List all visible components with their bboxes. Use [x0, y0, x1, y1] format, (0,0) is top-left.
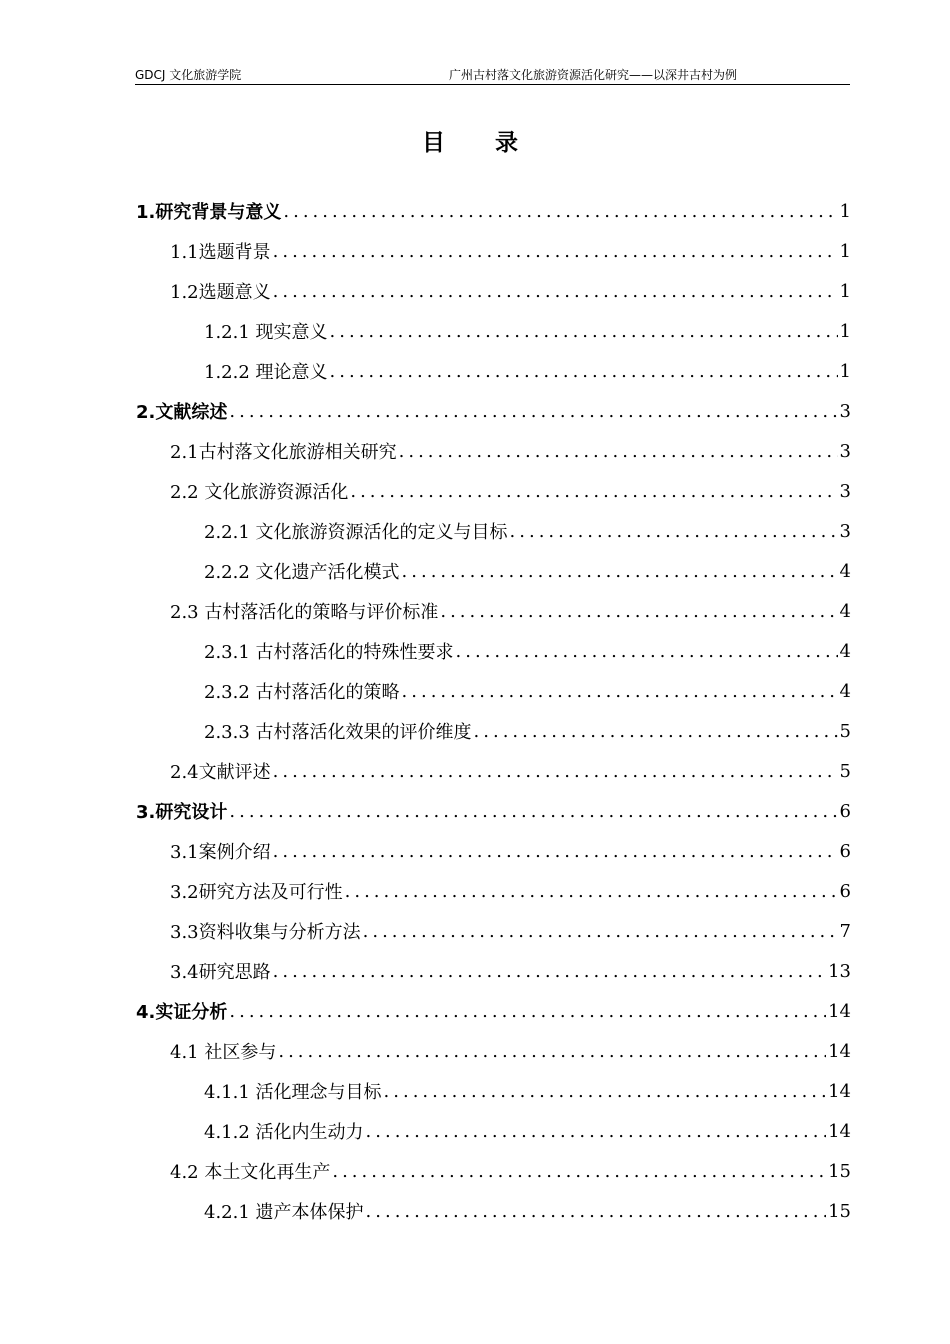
toc-entry-label: 1.2.2 理论意义	[204, 362, 328, 383]
toc-dot-leader	[366, 1121, 827, 1142]
toc-entry-label: 4.2.1 遗产本体保护	[204, 1202, 364, 1223]
toc-page-number: 1	[839, 280, 851, 302]
toc-entry-label: 1.2.1 现实意义	[204, 322, 328, 343]
toc-entry[interactable]	[136, 271, 851, 311]
toc-entry-label: 2.2.1 文化旅游资源活化的定义与目标	[204, 522, 508, 543]
toc-entry-label: 2.3 古村落活化的策略与评价标准	[170, 602, 439, 623]
toc-page-number: 7	[839, 920, 851, 942]
toc-entry-label: 2.2.2 文化遗产活化模式	[204, 562, 400, 583]
toc-entry-label: 2.2 文化旅游资源活化	[170, 482, 349, 503]
toc-page-number: 3	[839, 520, 851, 542]
toc-page-number: 1	[839, 320, 851, 342]
toc-page-number: 3	[839, 440, 851, 462]
toc-entry-label: 4.实证分析	[136, 1002, 228, 1023]
toc-entry[interactable]	[136, 191, 851, 231]
toc-entry[interactable]	[136, 751, 851, 791]
toc-dot-leader	[440, 601, 837, 622]
toc-page-number: 4	[839, 640, 851, 662]
toc-entry-label: 3.研究设计	[136, 802, 228, 823]
toc-entry-label: 4.1.2 活化内生动力	[204, 1122, 364, 1143]
toc-entry-label: 1.1选题背景	[170, 242, 271, 263]
toc-page-number: 14	[828, 1040, 851, 1062]
toc-page-number: 6	[839, 880, 851, 902]
toc-dot-leader	[399, 441, 838, 462]
toc-dot-leader	[278, 1041, 826, 1062]
toc-entry-label: 2.文献综述	[136, 402, 228, 423]
toc-entry-label: 2.3.2 古村落活化的策略	[204, 682, 400, 703]
toc-entry[interactable]	[136, 831, 851, 871]
toc-entry[interactable]	[136, 591, 851, 631]
toc-dot-leader	[456, 641, 838, 662]
toc-entry[interactable]	[136, 631, 851, 671]
toc-page-number: 1	[839, 200, 851, 222]
header-thesis-title: 广州古村落文化旅游资源活化研究——以深井古村为例	[449, 68, 738, 82]
toc-page-number: 15	[828, 1160, 851, 1182]
toc-entry-label: 1.研究背景与意义	[136, 202, 282, 223]
toc-page-number: 5	[839, 720, 851, 742]
page-header	[135, 66, 850, 85]
toc-entry-label: 2.1古村落文化旅游相关研究	[170, 442, 397, 463]
toc-entry[interactable]	[136, 431, 851, 471]
toc-entry[interactable]	[136, 1151, 851, 1191]
toc-entry[interactable]	[136, 791, 851, 831]
toc-dot-leader	[273, 241, 838, 262]
toc-page-number: 4	[839, 680, 851, 702]
toc-entry[interactable]	[136, 1111, 851, 1151]
toc-entry[interactable]	[136, 671, 851, 711]
toc-entry[interactable]	[136, 391, 851, 431]
toc-dot-leader	[363, 921, 838, 942]
toc-entry-label: 3.4研究思路	[170, 962, 271, 983]
toc-page-number: 1	[839, 360, 851, 382]
toc-entry-label: 4.1.1 活化理念与目标	[204, 1082, 382, 1103]
toc-entry[interactable]	[136, 991, 851, 1031]
toc-dot-leader	[330, 361, 838, 382]
toc-page-number: 13	[828, 960, 851, 982]
toc-dot-leader	[273, 841, 838, 862]
toc-entry[interactable]	[136, 471, 851, 511]
toc-entry[interactable]	[136, 511, 851, 551]
toc-title: 目录	[422, 130, 568, 156]
toc-entry[interactable]	[136, 311, 851, 351]
toc-dot-leader	[273, 761, 838, 782]
toc-dot-leader	[345, 881, 838, 902]
toc-entry[interactable]	[136, 951, 851, 991]
toc-dot-leader	[229, 801, 837, 822]
toc-dot-leader	[474, 721, 838, 742]
toc-entry[interactable]	[136, 1031, 851, 1071]
toc-dot-leader	[350, 481, 837, 502]
toc-page-number: 14	[828, 1120, 851, 1142]
toc-page-number: 15	[828, 1200, 851, 1222]
toc-entry-label: 2.3.3 古村落活化效果的评价维度	[204, 722, 472, 743]
toc-entry[interactable]	[136, 911, 851, 951]
header-institution: GDCJ 文化旅游学院	[135, 68, 242, 82]
toc-entry-label: 4.1 社区参与	[170, 1042, 277, 1063]
toc-dot-leader	[510, 521, 838, 542]
toc-entry[interactable]	[136, 871, 851, 911]
toc-page-number: 3	[839, 400, 851, 422]
toc-dot-leader	[273, 961, 826, 982]
toc-entry[interactable]	[136, 711, 851, 751]
toc-page-number: 5	[839, 760, 851, 782]
toc-entry[interactable]	[136, 1191, 851, 1231]
toc-page-number: 3	[839, 480, 851, 502]
toc-dot-leader	[332, 1161, 826, 1182]
toc-dot-leader	[229, 1001, 826, 1022]
toc-page-number: 6	[839, 800, 851, 822]
toc-page-number: 6	[839, 840, 851, 862]
toc-page-number: 4	[839, 600, 851, 622]
toc-dot-leader	[384, 1081, 827, 1102]
toc-entry-label: 3.1案例介绍	[170, 842, 271, 863]
toc-dot-leader	[366, 1201, 827, 1222]
table-of-contents	[0, 191, 950, 1231]
toc-dot-leader	[330, 321, 838, 342]
toc-entry-label: 3.2研究方法及可行性	[170, 882, 343, 903]
toc-entry-label: 2.3.1 古村落活化的特殊性要求	[204, 642, 454, 663]
toc-entry[interactable]	[136, 551, 851, 591]
toc-entry-label: 3.3资料收集与分析方法	[170, 922, 361, 943]
toc-dot-leader	[229, 401, 837, 422]
toc-entry[interactable]	[136, 351, 851, 391]
toc-entry-label: 1.2选题意义	[170, 282, 271, 303]
toc-dot-leader	[402, 561, 838, 582]
toc-entry-label: 2.4文献评述	[170, 762, 271, 783]
toc-entry[interactable]	[136, 231, 851, 271]
toc-page-number: 14	[828, 1080, 851, 1102]
toc-page-number: 1	[839, 240, 851, 262]
toc-entry[interactable]	[136, 1071, 851, 1111]
toc-page-number: 14	[828, 1000, 851, 1022]
toc-dot-leader	[283, 201, 837, 222]
toc-dot-leader	[273, 281, 838, 302]
toc-dot-leader	[402, 681, 838, 702]
toc-entry-label: 4.2 本土文化再生产	[170, 1162, 331, 1183]
toc-page-number: 4	[839, 560, 851, 582]
